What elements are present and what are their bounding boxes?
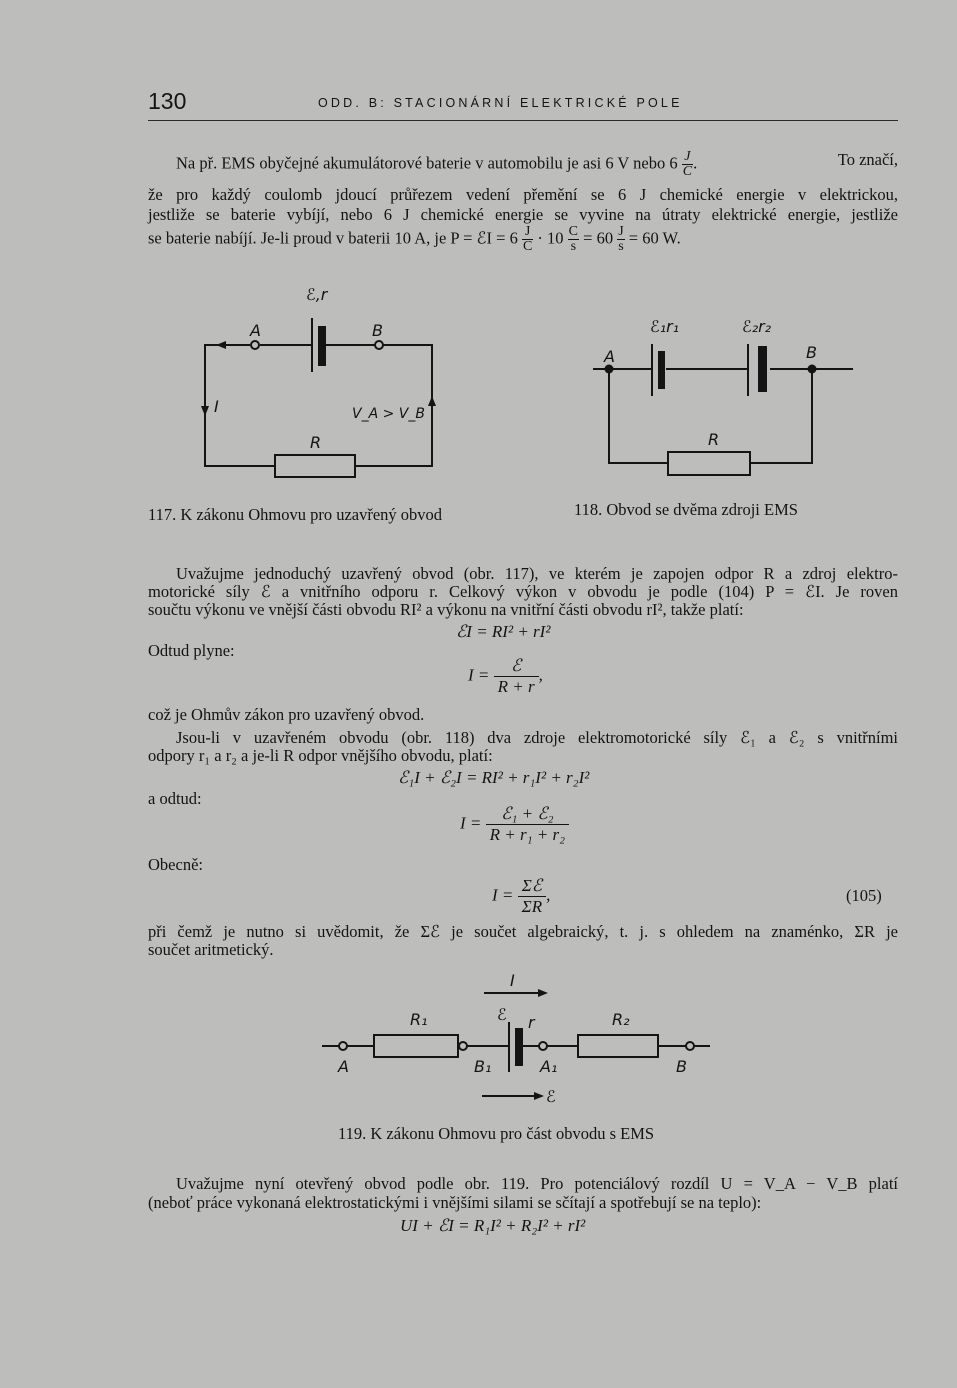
frac-den: C bbox=[522, 239, 533, 254]
fig118-label-a: A bbox=[604, 347, 615, 366]
fig118-circuit bbox=[593, 344, 853, 475]
fig119-label-a: A bbox=[338, 1057, 349, 1076]
ohm-p4-line-1: při čemž je nutno si uvědomit, že Σℰ je součet algebraický, t. j. s ohledem na znaménko, ΣR je bbox=[148, 922, 898, 941]
frac-den: s bbox=[618, 239, 624, 254]
equation-two-sources: ℰ₁I + ℰ₂I = RI² + r₁I² + r₂I² bbox=[398, 768, 590, 787]
odtud-label: Odtud plyne: bbox=[148, 641, 235, 660]
fig119-label-a1: A₁ bbox=[540, 1057, 558, 1076]
fig119-resistor-r1 bbox=[374, 1035, 458, 1057]
fig119-label-r1: R₁ bbox=[410, 1010, 428, 1029]
fig118-node-b bbox=[808, 365, 817, 374]
fig119-label-b: B bbox=[676, 1057, 687, 1076]
eq-fraction bbox=[486, 804, 569, 845]
intro-line-4-end: = 60 W. bbox=[628, 228, 681, 248]
frac-num: ℰ bbox=[494, 656, 539, 677]
ohm-p1-line-3: součtu výkonu ve vnější části obvodu RI² a výkonu na vnitřní části obvodu rI², takže platí: bbox=[148, 600, 744, 619]
open-circuit-line-2: (neboť práce vykonaná elektrostatickými i vnějšími silami se sčítají a spotřebují se na teplo): bbox=[148, 1193, 762, 1212]
frac-num: J bbox=[522, 225, 533, 240]
fig119-resistor-r2 bbox=[578, 1035, 658, 1057]
frac-num: J bbox=[618, 224, 624, 239]
fig119-node-a1 bbox=[539, 1042, 547, 1050]
eq-fraction bbox=[494, 656, 539, 697]
fig118-cell1-short-plate bbox=[658, 351, 665, 389]
frac-den: C bbox=[682, 164, 693, 179]
eq-lhs: I = bbox=[468, 665, 490, 685]
obecne-label: Obecně: bbox=[148, 855, 203, 874]
equation-105 bbox=[492, 876, 550, 917]
fig117-label-current: I bbox=[214, 397, 219, 416]
fig117-label-a: A bbox=[250, 321, 261, 340]
fig119-current-arrowhead bbox=[538, 989, 548, 997]
equation-two-sources-current bbox=[460, 804, 569, 845]
frac-num: C bbox=[568, 224, 579, 239]
fig117-node-b bbox=[375, 341, 383, 349]
fig117-top-arrowhead bbox=[216, 341, 226, 349]
open-circuit-line-1: Uvažujme nyní otevřený obvod podle obr. 119. Pro potenciálový rozdíl U = V_A − V_B platí bbox=[176, 1174, 898, 1193]
intro-line-3: jestliže se baterie vybíjí, nebo 6 J chemické energie se vyvine na útraty elektrické energie, jestliže bbox=[148, 205, 898, 224]
fig117-node-a bbox=[251, 341, 259, 349]
fig118-cell2-short-plate bbox=[758, 346, 767, 392]
equation-number-105: (105) bbox=[846, 886, 882, 905]
intro-line-4-mid2: = 60 bbox=[583, 228, 614, 248]
fig118-label-source2: ℰ₂r₂ bbox=[742, 317, 772, 336]
fig119-node-a bbox=[339, 1042, 347, 1050]
fig119-cell-short-plate bbox=[515, 1028, 523, 1066]
fig117-current-arrowhead bbox=[201, 406, 209, 416]
ohm-p4-line-2: součet aritmetický. bbox=[148, 940, 274, 959]
fig119-emf-arrowhead bbox=[534, 1092, 544, 1100]
eq-fraction bbox=[518, 876, 547, 917]
ohm-p2: což je Ohmův zákon pro uzavřený obvod. bbox=[148, 705, 425, 724]
intro-line-1-end: To značí, bbox=[837, 150, 898, 169]
intro-line-1: Na př. EMS obyčejné akumulátorové baterie v automobilu je asi 6 V nebo 6 $\frac{J}{C}$ . To značí, bbox=[176, 149, 898, 179]
fig117-label-potential: V_A > V_B bbox=[352, 406, 425, 422]
eq-tail: , bbox=[538, 665, 543, 685]
intro-line-2: že pro každý coulomb jdoucí průřezem vedení přemění se 6 J chemické energie v elektrickou, bbox=[148, 185, 898, 204]
fig119-label-current: I bbox=[510, 971, 515, 990]
fig118-label-source1: ℰ₁r₁ bbox=[650, 317, 680, 336]
equation-power-balance: ℰI = RI² + rI² bbox=[456, 622, 551, 641]
fig117-resistor bbox=[275, 455, 355, 477]
fig119-caption: 119. K zákonu Ohmovu pro část obvodu s EMS bbox=[338, 1124, 655, 1143]
intro-line-4-mid1: · 10 bbox=[537, 228, 564, 248]
equation-ohm-closed bbox=[468, 656, 543, 697]
eq-lhs: I = bbox=[492, 885, 514, 905]
running-title: ODD. B: STACIONÁRNÍ ELEKTRICKÉ POLE bbox=[318, 96, 683, 110]
eq-tail: , bbox=[546, 885, 551, 905]
a-odtud-label: a odtud: bbox=[148, 789, 202, 808]
fig117-label-r: R bbox=[310, 433, 322, 452]
ohm-p3-line-1: Jsou-li v uzavřeném obvodu (obr. 118) dva zdroje elektromotorické síly ℰ₁ a ℰ₂ s vnitřními bbox=[176, 728, 898, 747]
ohm-p1-line-2: motorické síly ℰ a vnitřního odporu r. Celkový výkon v obvodu je podle (104) P = ℰI. Je roven bbox=[148, 582, 898, 601]
fig119-label-r2: R₂ bbox=[612, 1010, 630, 1029]
fig117-label-source: ℰ,r bbox=[306, 285, 328, 304]
eq-lhs: I = bbox=[460, 813, 482, 833]
frac-den: ΣR bbox=[521, 897, 543, 916]
frac-den: R + r₁ + r₂ bbox=[489, 825, 566, 844]
frac-num: J bbox=[682, 150, 693, 165]
page-number: 130 bbox=[148, 88, 187, 114]
equation-open-circuit: UI + ℰI = R₁I² + R₂I² + rI² bbox=[400, 1216, 586, 1235]
fig119-node-b1 bbox=[459, 1042, 467, 1050]
fig119-node-b bbox=[686, 1042, 694, 1050]
frac-den: s bbox=[570, 239, 577, 254]
fig117-label-b: B bbox=[372, 321, 383, 340]
ohm-p1-line-1: Uvažujme jednoduchý uzavřený obvod (obr. 117), ve kterém je zapojen odpor R a zdroj elektro- bbox=[176, 564, 898, 583]
fig117-potential-arrowhead bbox=[428, 396, 436, 406]
fig119-label-source: ℰ bbox=[497, 1005, 507, 1024]
intro-line-4-start: se baterie nabíjí. Je-li proud v baterii 10 A, je P = ℰI = 6 bbox=[148, 228, 518, 248]
frac-num: Σℰ bbox=[518, 876, 547, 897]
fig118-label-r: R bbox=[708, 430, 720, 449]
fig119-label-r: r bbox=[528, 1013, 535, 1032]
ohm-p3-line-2: odpory r₁ a r₂ a je-li R odpor vnějšího obvodu, platí: bbox=[148, 746, 493, 765]
fig118-label-b: B bbox=[806, 343, 817, 362]
fig117-cell-short-plate bbox=[318, 326, 326, 366]
fig118-resistor bbox=[668, 452, 750, 475]
fig119-label-emf-direction: ℰ bbox=[546, 1087, 556, 1106]
intro-line-1-text: Na př. EMS obyčejné akumulátorové baterie v automobilu je asi 6 V nebo 6 bbox=[176, 153, 678, 173]
fig119-label-b1: B₁ bbox=[474, 1057, 492, 1076]
fig117-caption: 117. K zákonu Ohmovu pro uzavřený obvod bbox=[148, 505, 443, 524]
frac-den: R + r bbox=[497, 677, 535, 696]
frac-num: ℰ₁ + ℰ₂ bbox=[486, 804, 569, 825]
fig118-caption: 118. Obvod se dvěma zdroji EMS bbox=[574, 500, 798, 519]
